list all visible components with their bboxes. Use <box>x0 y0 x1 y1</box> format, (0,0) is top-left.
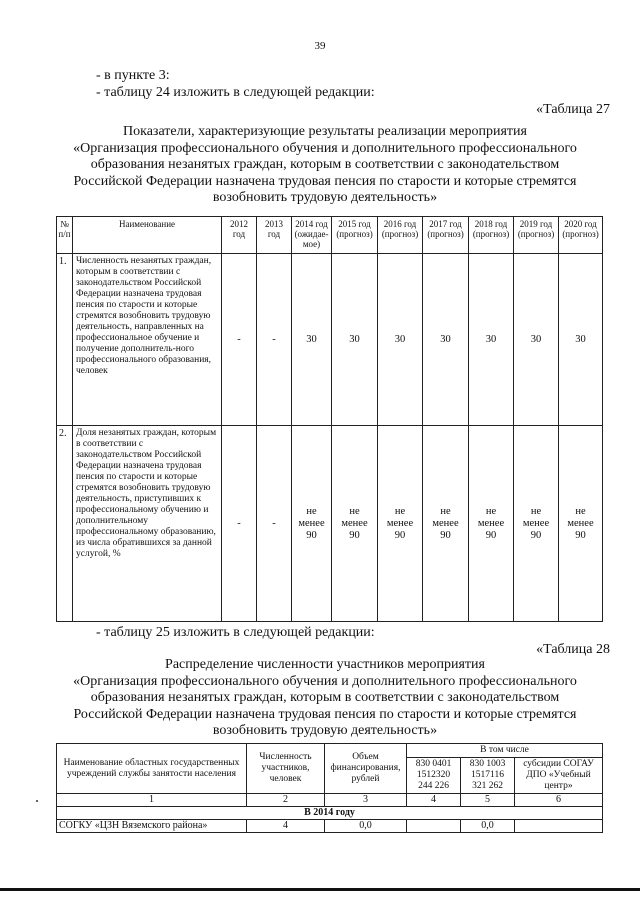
table28-title-line: образования незанятых граждан, которым в соответствии с законодательством <box>90 690 560 705</box>
header-code-1: 830 0401 1512320 244 226 <box>407 758 461 794</box>
header-name: Наименование <box>73 217 222 254</box>
row-value: 30 <box>559 254 603 426</box>
row-num: 1. <box>57 254 73 426</box>
header-year: 2019 год (прогноз) <box>514 217 559 254</box>
table-row <box>57 254 603 426</box>
col-number: 4 <box>407 794 461 807</box>
row-value: не менее 90 <box>559 426 603 622</box>
header-institution: Наименование областных государственных учреждений службы занятости населения <box>57 744 247 794</box>
table27-title-line: Показатели, характеризующие результаты реализации мероприятия <box>123 124 527 139</box>
table28-title-line: «Организация профессионального обучения и дополнительного профессионального <box>73 673 577 689</box>
row-value: - <box>222 254 257 426</box>
col-number: 1 <box>57 794 247 807</box>
table28-label: «Таблица 28 <box>536 642 610 657</box>
section-heading: В 2014 году <box>57 807 603 820</box>
row-value: 30 <box>378 254 423 426</box>
row-code-2: 0,0 <box>461 820 515 833</box>
table27-label: «Таблица 27 <box>536 102 610 117</box>
table27-title-line: Российской Федерации назначена трудовая пенсия по старости и которые стремятся <box>73 173 577 189</box>
row-value: не менее 90 <box>292 426 332 622</box>
header-year: 2013 год <box>257 217 292 254</box>
row-institution: СОГКУ «ЦЗН Вяземского района» <box>57 820 247 833</box>
row-name: Доля незанятых граждан, которым в соответствии с законодательством Российской Федерации назначена трудовая пенсия по старости и которые стремятся возобновить трудовую деятельность, приступивших к профессиональному обучению и дополнительному профессиональному образованию, из числа обратившихся за данной услугой, % <box>73 426 222 622</box>
table28-title-line: возобновить трудовую деятельность» <box>212 723 438 738</box>
header-subsidy: субсидии СОГАУ ДПО «Учебный центр» <box>515 758 603 794</box>
table28-header-row <box>57 744 603 758</box>
header-code-2: 830 1003 1517116 321 262 <box>461 758 515 794</box>
col-number: 5 <box>461 794 515 807</box>
table27-title-line: образования незанятых граждан, которым в соответствии с законодательством <box>90 157 560 172</box>
table27-header-row <box>57 217 603 254</box>
row-value: не менее 90 <box>332 426 378 622</box>
table27-title <box>40 124 610 207</box>
row-subsidy <box>515 820 603 833</box>
row-num: 2. <box>57 426 73 622</box>
row-participants: 4 <box>247 820 325 833</box>
header-year: 2017 год (прогноз) <box>423 217 469 254</box>
page-number: 39 <box>314 40 326 52</box>
row-value: 30 <box>423 254 469 426</box>
col-number: 6 <box>515 794 603 807</box>
intro-line-1: - в пункте 3: <box>96 68 170 83</box>
header-year: 2015 год (прогноз) <box>332 217 378 254</box>
table27-title-line: «Организация профессионального обучения и дополнительного профессионального <box>73 140 577 156</box>
row-value: не менее 90 <box>423 426 469 622</box>
row-funding: 0,0 <box>325 820 407 833</box>
table28-section-row <box>57 807 603 820</box>
header-year: 2014 год (ожидае-мое) <box>292 217 332 254</box>
table28-title <box>40 657 610 740</box>
row-name: Численность незанятых граждан, которым в соответствии с законодательством Российской Федерации назначена трудовая пенсия по старости и которые стремятся возобновить трудовую деятельность, направленных на профессиональное обучение и получение дополнитель-ного профессионального образования, человек <box>73 254 222 426</box>
row-value: - <box>257 254 292 426</box>
col-number: 2 <box>247 794 325 807</box>
scan-speck <box>36 800 38 802</box>
intro-line-2: - таблицу 24 изложить в следующей редакции: <box>96 85 375 100</box>
row-value: 30 <box>292 254 332 426</box>
row-value: - <box>222 426 257 622</box>
header-year: 2016 год (прогноз) <box>378 217 423 254</box>
header-num: № п/п <box>57 217 73 254</box>
table-row <box>57 820 603 833</box>
table-row <box>57 426 603 622</box>
row-value: 30 <box>332 254 378 426</box>
row-code-1 <box>407 820 461 833</box>
header-year: 2018 год (прогноз) <box>469 217 514 254</box>
table28-column-numbers <box>57 794 603 807</box>
table-28 <box>56 743 603 833</box>
header-year: 2012 год <box>222 217 257 254</box>
bottom-rule <box>0 888 640 891</box>
table28-title-line: Российской Федерации назначена трудовая пенсия по старости и которые стремятся <box>73 706 577 722</box>
table-27 <box>56 216 603 622</box>
table27-title-line: возобновить трудовую деятельность» <box>212 190 438 205</box>
row-value: не менее 90 <box>378 426 423 622</box>
row-value: 30 <box>514 254 559 426</box>
header-funding: Объем финансирования, рублей <box>325 744 407 794</box>
col-number: 3 <box>325 794 407 807</box>
header-year: 2020 год (прогноз) <box>559 217 603 254</box>
header-participants: Численность участников, человек <box>247 744 325 794</box>
row-value: - <box>257 426 292 622</box>
header-including: В том числе <box>407 744 603 758</box>
table28-title-line: Распределение численности участников мероприятия <box>165 657 485 672</box>
mid-line: - таблицу 25 изложить в следующей редакции: <box>96 625 375 640</box>
row-value: не менее 90 <box>469 426 514 622</box>
row-value: 30 <box>469 254 514 426</box>
row-value: не менее 90 <box>514 426 559 622</box>
